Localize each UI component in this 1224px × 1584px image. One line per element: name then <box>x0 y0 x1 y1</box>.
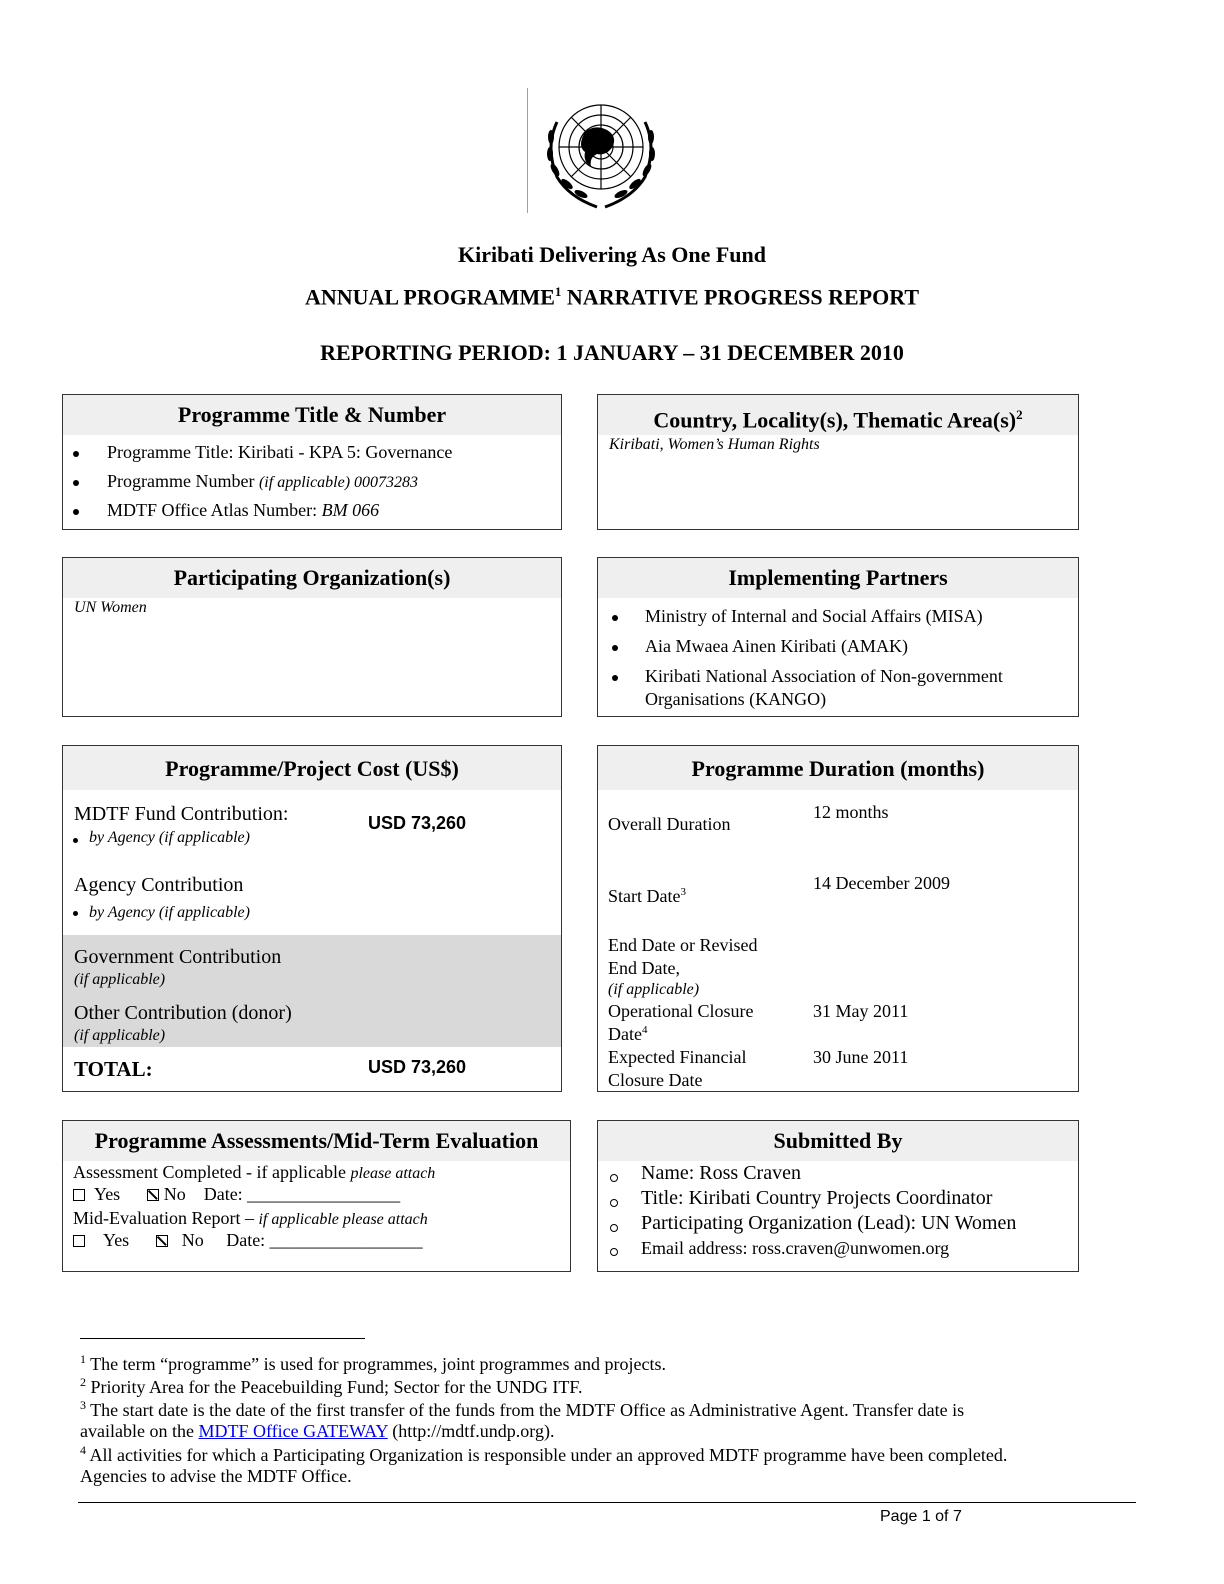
country-heading: Country, Locality(s), Thematic $Area(s)^2$ <box>598 395 1078 435</box>
submitter-name: Name: Ross Craven <box>641 1162 801 1184</box>
start-value: 14 December 2009 <box>813 873 950 893</box>
submitted-box <box>597 1120 1079 1272</box>
partner-item: Organisations (KANGO) <box>645 689 827 709</box>
partner-item: Ministry of Internal and Social Affairs (MISA) <box>645 606 983 626</box>
bullet-icon <box>73 838 78 843</box>
partner-item: Kiribati National Association of Non-government <box>645 666 1003 686</box>
circle-bullet-icon <box>610 1174 618 1182</box>
footnote-4: $^4$ All activities for which a Participating Organization is responsible under an approved MDTF programme have been completed. <box>80 1443 1008 1465</box>
mid-eval-label: Mid-Evaluation Report – if applicable please attach <box>73 1208 428 1228</box>
programme-number: Programme Number (if applicable) 00073283 <box>107 471 419 491</box>
country-box <box>597 394 1079 530</box>
footnote-3: $^3$ The start date is the date of the first transfer of the funds from the MDTF Office as Administrative Agent. Transfer date is <box>80 1398 965 1420</box>
mdtf-label: MDTF Fund Contribution: <box>74 803 289 825</box>
circle-bullet-icon <box>610 1224 618 1232</box>
atlas-number: MDTF Office Atlas Number: BM 066 <box>107 500 380 520</box>
fin-value: 30 June 2011 <box>813 1047 909 1067</box>
circle-bullet-icon <box>610 1199 618 1207</box>
gov-label: Government Contribution <box>74 946 282 968</box>
end-label-2: End Date, <box>608 958 680 978</box>
implementing-box <box>597 557 1079 717</box>
op-value: 31 May 2011 <box>813 1001 909 1021</box>
footnote-2: $^2$ Priority Area for the Peacebuilding Fund; Sector for the UNDG ITF. <box>80 1375 583 1397</box>
end-label-1: End Date or Revised <box>608 935 758 955</box>
submitted-heading: Submitted By <box>598 1121 1078 1161</box>
page-number: Page 1 of 7 <box>880 1508 962 1525</box>
assessment-yes-checkbox[interactable] <box>73 1189 85 1201</box>
submitter-org: Participating Organization (Lead): UN Women <box>641 1212 1017 1234</box>
gov-sub: (if applicable) <box>74 971 166 988</box>
mid-eval-no-checkbox[interactable] <box>156 1235 168 1247</box>
total-label: TOTAL: <box>74 1057 153 1081</box>
overall-value: 12 months <box>813 802 889 822</box>
other-label: Other Contribution (donor) <box>74 1002 292 1024</box>
header-divider-line <box>527 88 528 213</box>
programme-title-heading: Programme Title & Number <box>63 395 561 435</box>
bullet-icon <box>73 451 79 457</box>
assessment-heading: Programme Assessments/Mid-Term Evaluation <box>63 1121 570 1161</box>
submitter-email: Email address: ross.craven@unwomen.org <box>641 1238 950 1258</box>
programme-title-text: Programme Title: Kiribati - KPA 5: Governance <box>107 442 453 462</box>
footnote-1: $^1$ The term “programme” is used for programmes, joint programmes and projects. <box>80 1352 666 1374</box>
total-value: USD 73,260 <box>368 1057 467 1077</box>
footer-line <box>78 1502 1136 1503</box>
bullet-icon <box>73 911 78 916</box>
duration-heading: Programme Duration (months) <box>598 746 1078 790</box>
cost-box <box>62 745 562 1092</box>
country-value: Kiribati, Women’s Human Rights <box>609 436 820 453</box>
fund-title: Kiribati Delivering As One Fund <box>457 242 767 267</box>
circle-bullet-icon <box>610 1248 618 1256</box>
duration-box <box>597 745 1079 1092</box>
assessment-options: Yes No Date: _________________ <box>73 1184 400 1205</box>
mid-eval-options: Yes No Date: _________________ <box>73 1230 423 1251</box>
cost-heading: Programme/Project Cost (US$) <box>63 746 561 790</box>
bullet-icon <box>612 675 618 681</box>
assessment-box <box>62 1120 571 1272</box>
assessment-no-checkbox[interactable] <box>147 1189 159 1201</box>
report-title: ANNUAL PROGRAMME$^1$ NARRATIVE PROGRESS REPORT <box>304 284 920 310</box>
bullet-icon <box>73 509 79 515</box>
mdtf-gateway-link[interactable]: MDTF Office GATEWAY <box>198 1421 388 1441</box>
assessment-label: Assessment Completed - if applicable please attach <box>73 1162 436 1182</box>
mid-eval-yes-checkbox[interactable] <box>73 1235 85 1247</box>
agency-sub: by Agency (if applicable) <box>89 904 250 921</box>
fin-label-2: Closure Date <box>608 1070 703 1090</box>
participating-box <box>62 557 562 717</box>
footnote-3-cont: available on the MDTF Office GATEWAY (http://mdtf.undp.org). <box>80 1421 555 1441</box>
agency-label: Agency Contribution <box>74 874 244 896</box>
un-emblem-logo <box>535 92 667 212</box>
start-label: Start Date$^3$ <box>608 886 686 906</box>
mdtf-value: USD 73,260 <box>368 813 467 833</box>
end-sub: (if applicable) <box>608 981 700 998</box>
mdtf-sub: by Agency (if applicable) <box>89 829 250 846</box>
other-sub: (if applicable) <box>74 1027 166 1044</box>
reporting-period: REPORTING PERIOD: 1 JANUARY – 31 DECEMBER 2010 <box>320 340 904 365</box>
op-label-2: Date$^4$ <box>608 1024 648 1044</box>
participating-value: UN Women <box>74 599 147 616</box>
footnote-separator <box>80 1338 365 1339</box>
programme-title-box <box>62 394 562 530</box>
participating-heading: Participating Organization(s) <box>63 558 561 598</box>
implementing-heading: Implementing Partners <box>598 558 1078 598</box>
fin-label-1: Expected Financial <box>608 1047 747 1067</box>
submitter-title: Title: Kiribati Country Projects Coordinator <box>641 1187 993 1209</box>
partner-item: Aia Mwaea Ainen Kiribati (AMAK) <box>645 636 908 656</box>
op-label-1: Operational Closure <box>608 1001 754 1021</box>
bullet-icon <box>612 645 618 651</box>
footnote-4-cont: Agencies to advise the MDTF Office. <box>80 1466 352 1486</box>
bullet-icon <box>73 480 79 486</box>
bullet-icon <box>612 615 618 621</box>
overall-label: Overall Duration <box>608 814 731 834</box>
